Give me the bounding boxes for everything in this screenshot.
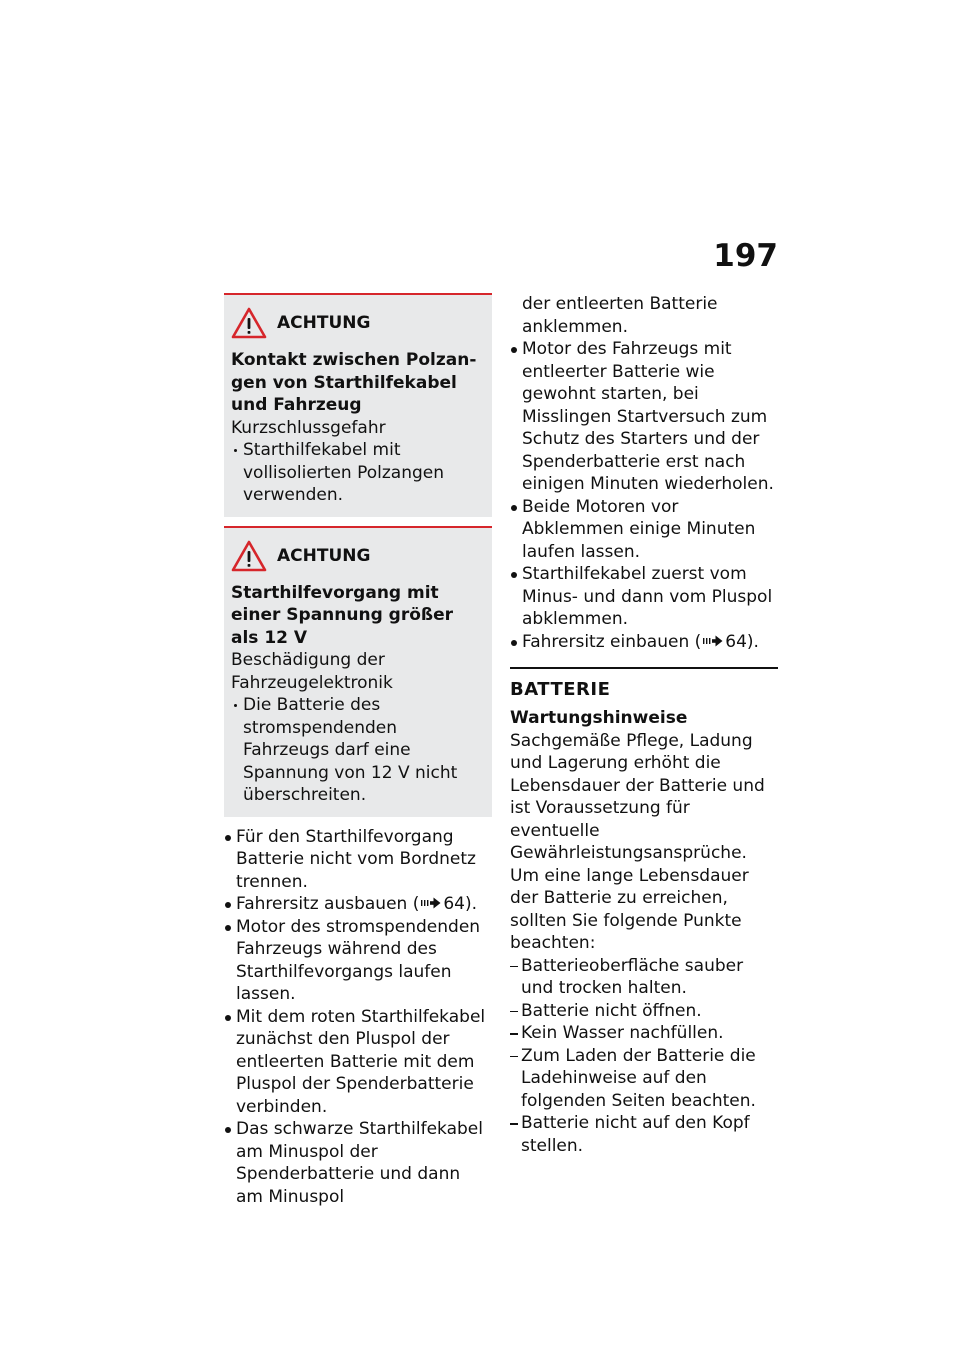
step-text: ). [465, 894, 478, 914]
page-reference-arrow-icon [421, 897, 441, 909]
warning-title: ACHTUNG [277, 313, 371, 333]
maintenance-list-item: Batterie nicht auf den Kopf stellen. [510, 1112, 778, 1157]
page-number: 197 [713, 238, 778, 274]
page-reference[interactable]: 64 [443, 894, 465, 914]
warning-header [231, 540, 484, 572]
warning-title: ACHTUNG [277, 545, 371, 566]
warning-measure: Starthilfekabel mit vollisolierten Polzangen verwenden. [231, 439, 484, 507]
warning-hazard: Kurzschlussgefahr [231, 417, 386, 438]
step-text: Fahrersitz ausbauen ( [236, 894, 420, 914]
step-text: Fahrersitz einbauen ( [522, 631, 702, 652]
step-text: ). [746, 631, 759, 652]
warning-triangle-icon [231, 540, 267, 572]
maintenance-list-item: Zum Laden der Batterie die Ladehinweise auf den folgenden Seiten beachten. [510, 1045, 778, 1113]
subsection-title: Wartungshinweise [510, 708, 688, 728]
left-column [224, 293, 492, 1208]
step-item: Motor des Fahrzeugs mit entleerter Batterie wie gewohnt starten, bei Misslingen Startversuch zum Schutz des Starters und der Spenderbatterie erst nach einigen Minuten wiederholen. [510, 338, 778, 496]
page-reference-arrow-icon [703, 635, 723, 647]
step-item: Starthilfekabel zuerst vom Minus- und dann vom Pluspol abklemmen. [510, 563, 778, 631]
maintenance-list-item: Batterieoberfläche sauber und trocken halten. [510, 955, 778, 1000]
step-item: Mit dem roten Starthilfekabel zunächst den Pluspol der entleerten Batterie mit dem Pluspol der Spenderbatterie verbinden. [224, 1006, 492, 1119]
warning-box-voltage [224, 526, 492, 817]
maintenance-list-item: Batterie nicht öffnen. [510, 1000, 778, 1023]
step-item-remove-seat [224, 893, 492, 916]
warning-subject: Starthilfevorgang mit einer Spannung größer als 12 V [231, 582, 454, 648]
warning-triangle-icon [231, 307, 267, 339]
warning-hazard: Beschädigung der Fahrzeugelektronik [231, 650, 393, 693]
warning-measure: Die Batterie des stromspendenden Fahrzeugs darf eine Spannung von 12 V nicht überschreiten. [231, 694, 484, 807]
warning-header [231, 307, 484, 339]
maintenance-list-item: Kein Wasser nachfüllen. [510, 1022, 778, 1045]
warning-box-short-circuit [224, 293, 492, 517]
step-item: Für den Starthilfevorgang Batterie nicht vom Bordnetz trennen. [224, 826, 492, 894]
warning-subject: Kontakt zwischen Polzangen von Starthilfekabel und Fahrzeug [231, 350, 477, 415]
step-item-install-seat [510, 631, 778, 654]
step-item: Beide Motoren vor Abklemmen einige Minuten laufen lassen. [510, 496, 778, 564]
right-column [510, 293, 778, 1157]
step-item: Motor des stromspendenden Fahrzeugs während des Starthilfevorgangs laufen lassen. [224, 916, 492, 1006]
paragraph: Sachgemäße Pflege, Ladung und Lagerung erhöht die Lebensdauer der Batterie und ist Voraussetzung für eventuelle Gewährleistungsansprüche. [510, 730, 765, 863]
section-divider [510, 667, 778, 669]
step-item: Das schwarze Starthilfekabel am Minuspol der Spenderbatterie und dann am Minuspol [224, 1118, 492, 1208]
paragraph: Um eine lange Lebensdauer der Batterie zu erreichen, sollten Sie folgende Punkte beachten: [510, 865, 749, 953]
section-title: BATTERIE [510, 679, 611, 700]
step-item-continued: der entleerten Batterie anklemmen. [522, 294, 718, 337]
page-reference[interactable]: 64 [725, 631, 747, 652]
